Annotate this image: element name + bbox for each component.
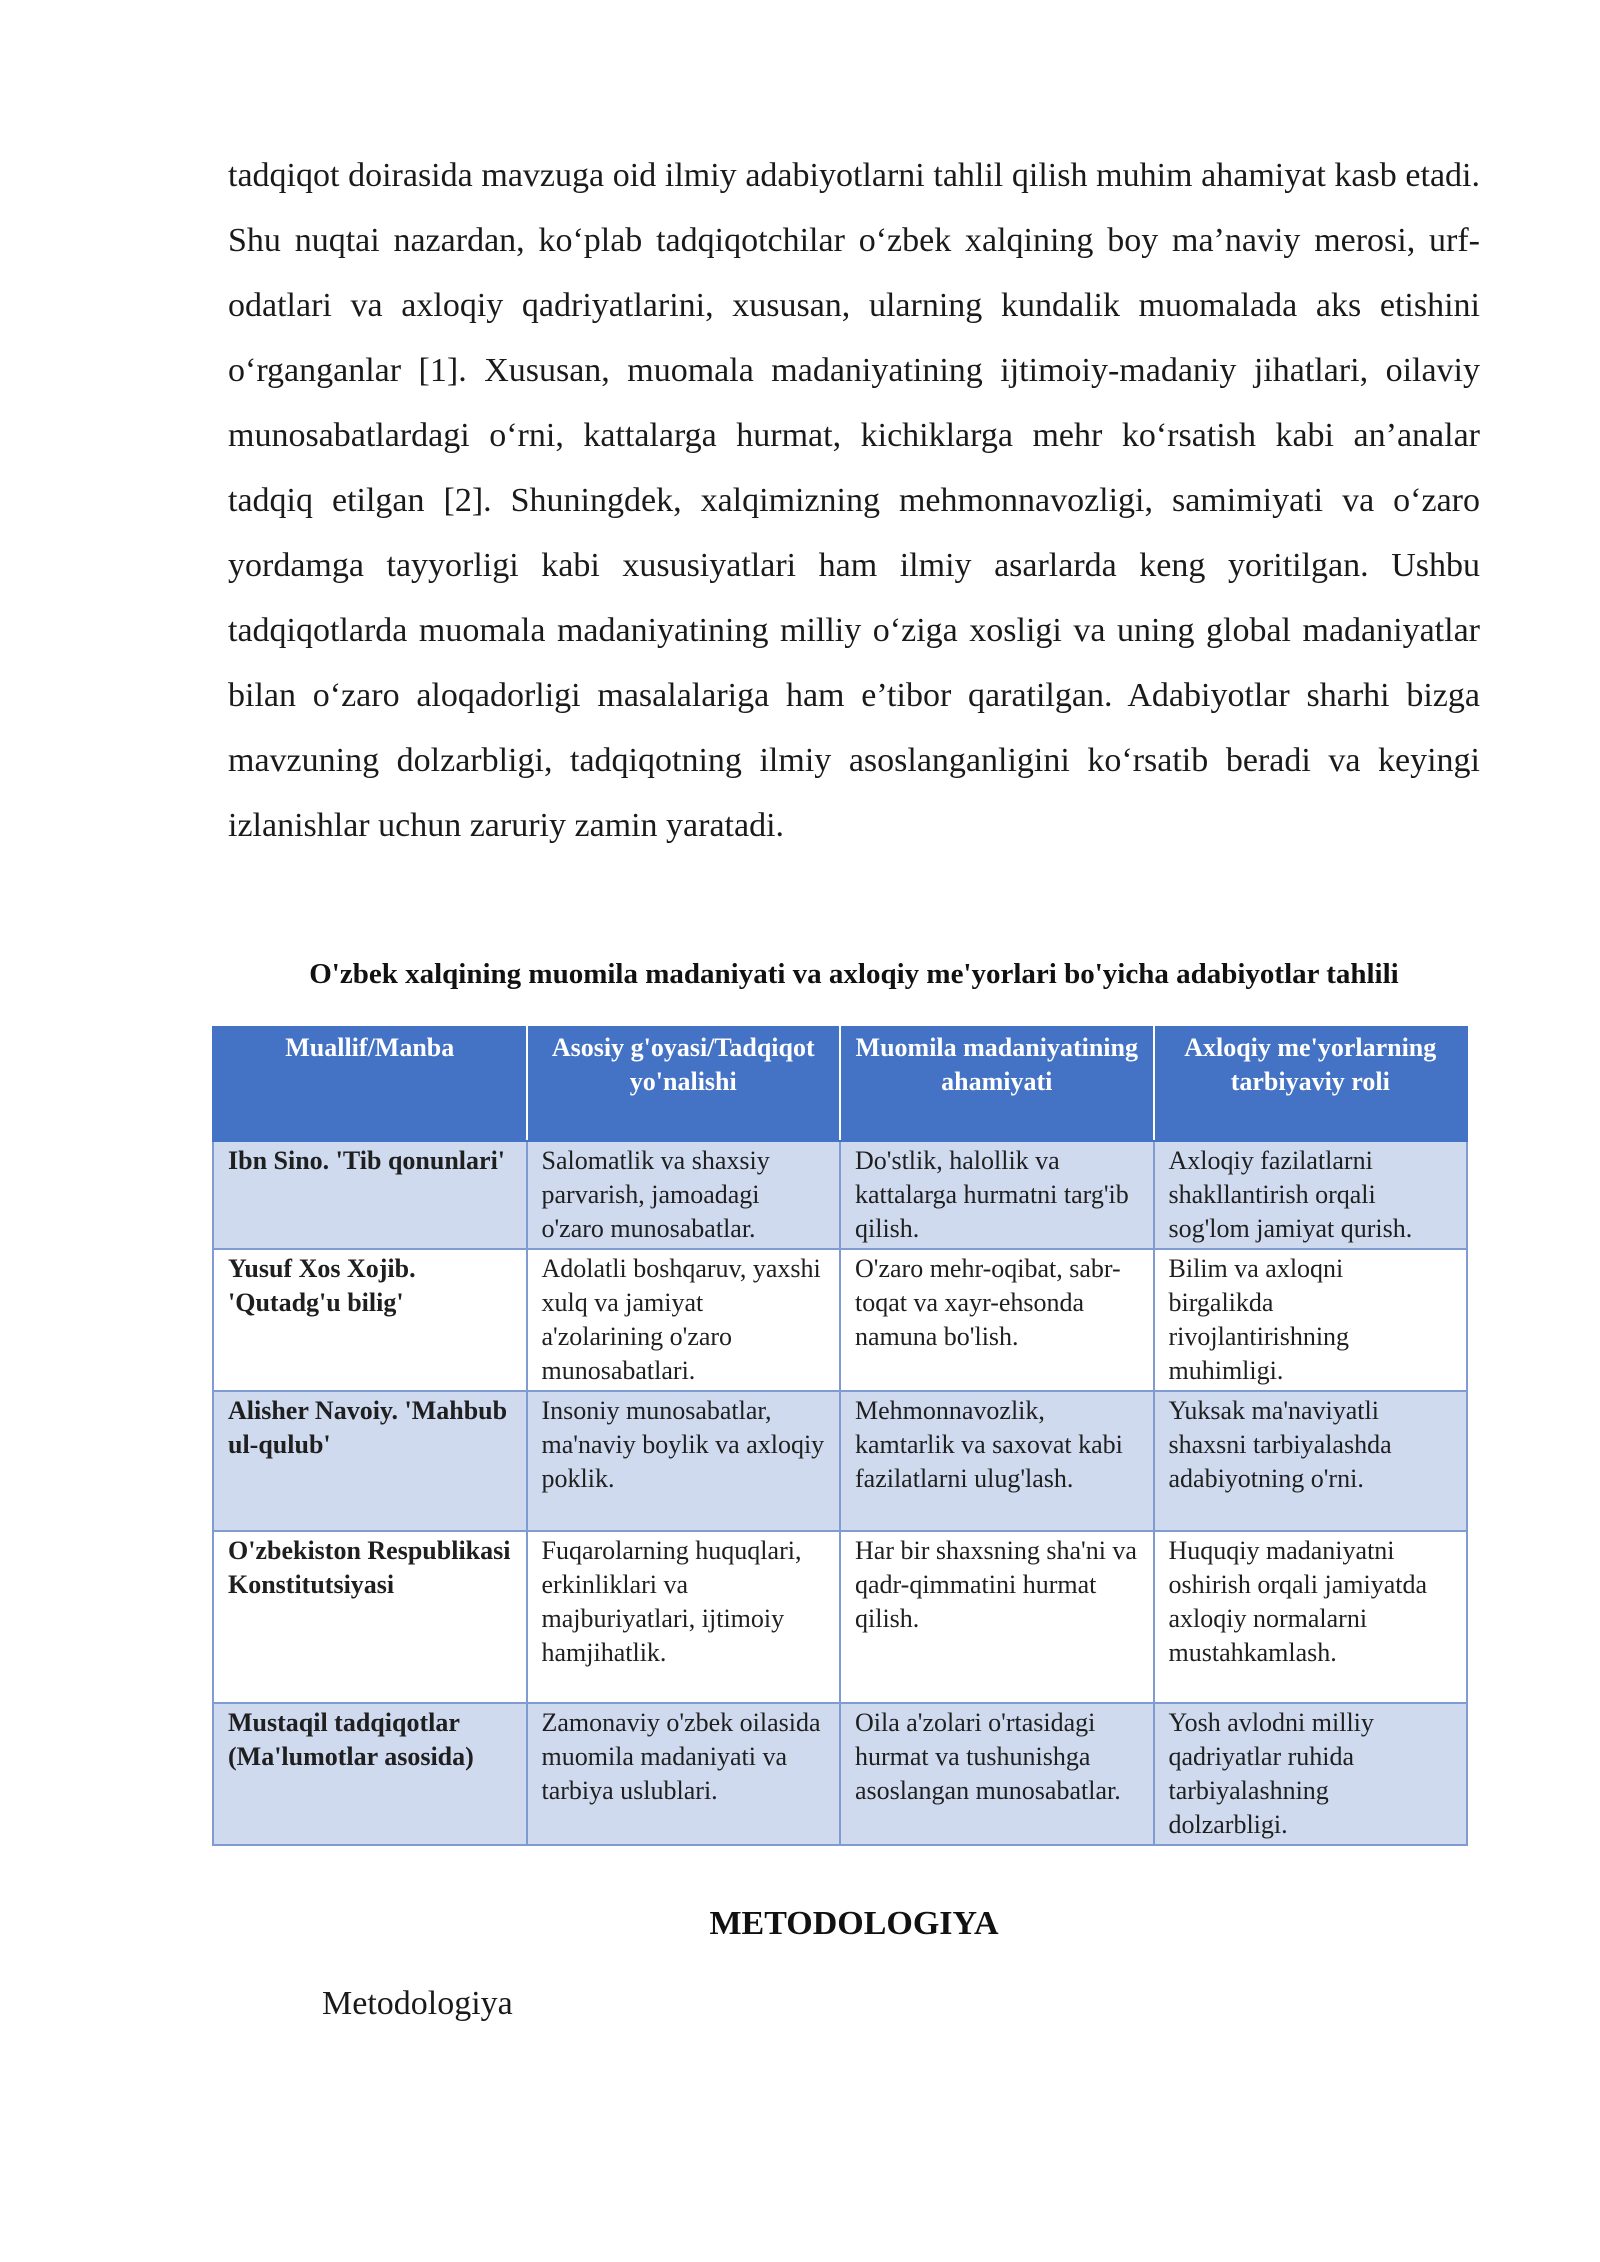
table-cell: Yosh avlodni milliy qadriyatlar ruhida tarbiyalashning dolzarbligi. — [1154, 1703, 1468, 1845]
table-cell: Adolatli boshqaruv, yaxshi xulq va jamiyat a'zolarining o'zaro munosabatlari. — [527, 1249, 841, 1391]
table-cell-author: Yusuf Xos Xojib. 'Qutadg'u bilig' — [213, 1249, 527, 1391]
header-author: Muallif/Manba — [213, 1027, 527, 1141]
section-heading: METODOLOGIYA — [709, 1905, 999, 1942]
body-paragraph: tadqiqot doirasida mavzuga oid ilmiy adabiyotlarni tahlil qilish muhim ahamiyat kasb etadi. Shu nuqtai nazardan, ko‘plab tadqiqotchilar o‘zbek xalqining boy ma’naviy merosi, urf-odatlari va axloqiy qadriyatlarini, xususan, ularning kundalik muomalada aks etishini o‘rganganlar [1]. Xususan, muomala madaniyatining ijtimoiy-madaniy jihatlari, oilaviy munosabatlardagi o‘rni, kattalarga hurmat, kichiklarga mehr ko‘rsatish kabi an’analar tadqiq etilgan [2]. Shuningdek, xalqimizning mehmonnavozligi, samimiyati va o‘zaro yordamga tayyorligi kabi xususiyatlari ham ilmiy asarlarda keng yoritilgan. Ushbu tadqiqotlarda muomala madaniyatining milliy o‘ziga xosligi va uning global madaniyatlar bilan o‘zaro aloqadorligi masalalariga ham e’tibor qaratilgan. Adabiyotlar sharhi bizga mavzuning dolzarbligi, tadqiqotning ilmiy asoslanganligini ko‘rsatib beradi va keyingi izlanishlar uchun zaruriy zamin yaratadi. — [228, 157, 1480, 844]
table-header-row — [213, 1027, 1467, 1141]
table-cell: Salomatlik va shaxsiy parvarish, jamoadagi o'zaro munosabatlar. — [527, 1141, 841, 1249]
table-cell: Fuqarolarning huquqlari, erkinliklari va majburiyatlari, ijtimoiy hamjihatlik. — [527, 1531, 841, 1703]
header-importance: Muomila madaniyatining ahamiyati — [840, 1027, 1154, 1141]
table-row — [213, 1391, 1467, 1531]
table-cell: Zamonaviy o'zbek oilasida muomila madaniyati va tarbiya uslublari. — [527, 1703, 841, 1845]
table-cell: Huquqiy madaniyatni oshirish orqali jamiyatda axloqiy normalarni mustahkamlash. — [1154, 1531, 1468, 1703]
table-row — [213, 1249, 1467, 1391]
section-text: Metodologiya — [322, 1985, 513, 2022]
table-row — [213, 1141, 1467, 1249]
table-caption: O'zbek xalqining muomila madaniyati va axloqiy me'yorlari bo'yicha adabiyotlar tahlili — [309, 958, 1399, 990]
table-cell-author: Mustaqil tadqiqotlar (Ma'lumotlar asosida) — [213, 1703, 527, 1845]
table-cell: Do'stlik, halollik va kattalarga hurmatni targ'ib qilish. — [840, 1141, 1154, 1249]
table-cell-author: O'zbekiston Respublikasi Konstitutsiyasi — [213, 1531, 527, 1703]
literature-table — [212, 1026, 1468, 1846]
table-cell: Oila a'zolari o'rtasidagi hurmat va tushunishga asoslangan munosabatlar. — [840, 1703, 1154, 1845]
header-educational-role: Axloqiy me'yorlarning tarbiyaviy roli — [1154, 1027, 1468, 1141]
table-cell: Mehmonnavozlik, kamtarlik va saxovat kabi fazilatlarni ulug'lash. — [840, 1391, 1154, 1531]
table-cell-author: Alisher Navoiy. 'Mahbub ul-qulub' — [213, 1391, 527, 1531]
table-cell: Insoniy munosabatlar, ma'naviy boylik va axloqiy poklik. — [527, 1391, 841, 1531]
table-cell: Yuksak ma'naviyatli shaxsni tarbiyalashda adabiyotning o'rni. — [1154, 1391, 1468, 1531]
header-main-idea: Asosiy g'oyasi/Tadqiqot yo'nalishi — [527, 1027, 841, 1141]
table-row — [213, 1531, 1467, 1703]
table-cell: Har bir shaxsning sha'ni va qadr-qimmatini hurmat qilish. — [840, 1531, 1154, 1703]
table-cell: Bilim va axloqni birgalikda rivojlantirishning muhimligi. — [1154, 1249, 1468, 1391]
table-cell: Axloqiy fazilatlarni shakllantirish orqali sog'lom jamiyat qurish. — [1154, 1141, 1468, 1249]
table-cell: O'zaro mehr-oqibat, sabr-toqat va xayr-ehsonda namuna bo'lish. — [840, 1249, 1154, 1391]
table-row — [213, 1703, 1467, 1845]
table-cell-author: Ibn Sino. 'Tib qonunlari' — [213, 1141, 527, 1249]
